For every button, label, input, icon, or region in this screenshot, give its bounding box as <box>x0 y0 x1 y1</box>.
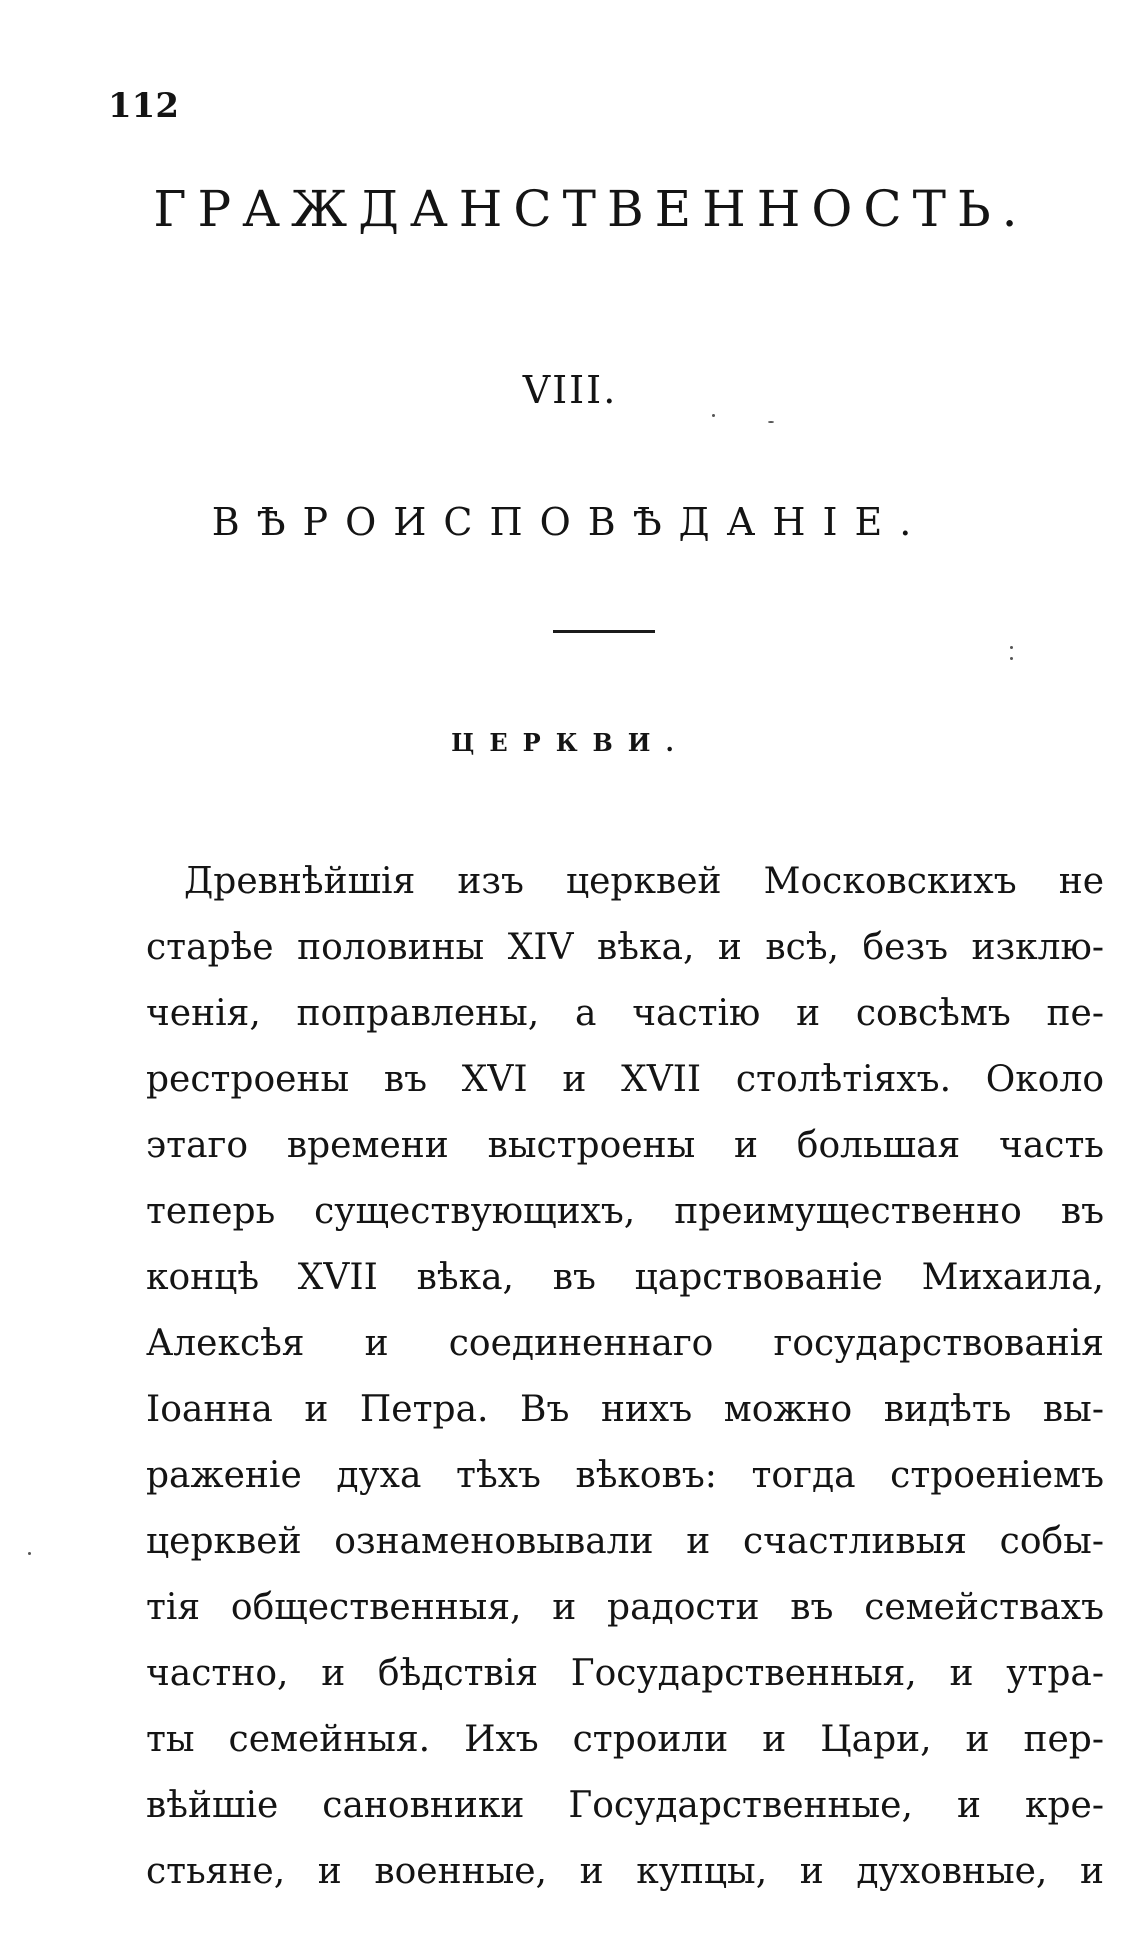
text-line: церквей ознаменовывали и счастливыя собы- <box>146 1521 1104 1562</box>
text-line: концѣ XVII вѣка, въ царствованіе Михаила, <box>146 1257 1104 1298</box>
text-line: старѣе половины XIV вѣка, и всѣ, безъ изклю- <box>146 927 1104 968</box>
text-line: вѣйшіе сановники Государственные, и кре- <box>146 1785 1104 1826</box>
scan-speck <box>1010 657 1013 660</box>
text-line: Алексѣя и соединеннаго государствованія <box>146 1323 1104 1364</box>
text-line: рестроены въ XVI и XVII столѣтіяхъ. Около <box>146 1059 1104 1100</box>
text-line: ты семейныя. Ихъ строили и Цари, и пер- <box>146 1719 1104 1760</box>
text-line: этаго времени выстроены и большая часть <box>146 1125 1104 1166</box>
scan-speck <box>712 414 715 417</box>
text-line: Древнѣйшія изъ церквей Московскихъ не <box>184 861 1104 902</box>
scan-speck <box>1010 646 1013 649</box>
text-line: Іоанна и Петра. Въ нихъ можно видѣть вы- <box>146 1389 1104 1430</box>
page-number: 112 <box>108 86 179 126</box>
scan-speck <box>768 421 774 423</box>
text-line: частно, и бѣдствія Государственныя, и утра- <box>146 1653 1104 1694</box>
text-line: стьяне, и военные, и купцы, и духовные, и <box>146 1851 1104 1892</box>
text-line: теперь существующихъ, преимущественно въ <box>146 1191 1104 1232</box>
text-line: раженіе духа тѣхъ вѣковъ: тогда строеніемъ <box>146 1455 1104 1496</box>
section-title: ВѢРОИСПОВѢДАНІЕ. <box>211 500 929 544</box>
running-head: ГРАЖДАНСТВЕННОСТЬ. <box>153 180 1029 238</box>
section-number: VIII. <box>522 368 618 412</box>
scan-speck <box>28 1552 31 1555</box>
text-line: ченія, поправлены, а частію и совсѣмъ пе- <box>146 993 1104 1034</box>
body-paragraph <box>146 849 1104 1905</box>
section-divider-rule <box>553 630 655 633</box>
subheading: ЦЕРКВИ. <box>451 728 689 757</box>
text-line: тія общественныя, и радости въ семействахъ <box>146 1587 1104 1628</box>
